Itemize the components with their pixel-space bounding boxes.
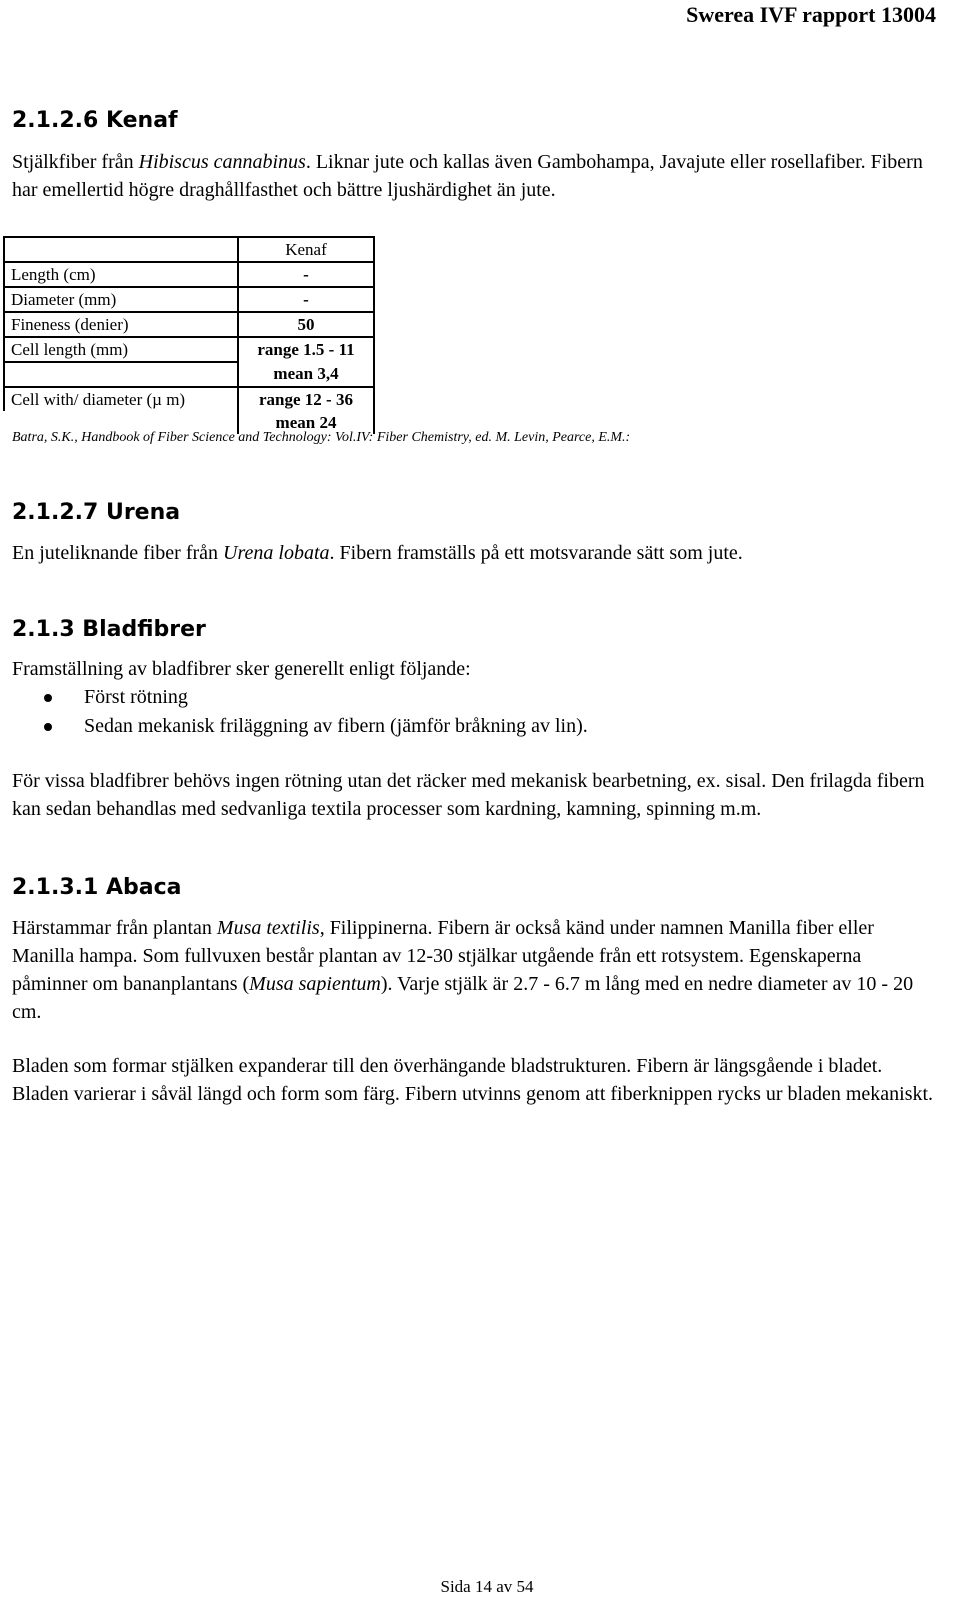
- bladfibrer-steps-list: [12, 683, 588, 741]
- table-row: [4, 262, 374, 287]
- heading-urena: 2.1.2.7 Urena: [12, 500, 181, 525]
- bladfibrer-intro: Framställning av bladfibrer sker generellt enligt följande:: [12, 658, 471, 680]
- urena-text-2: . Fibern framställs på ett motsvarande sätt som jute.: [329, 542, 743, 564]
- row-value: 50: [238, 312, 374, 337]
- kenaf-text-2: . Liknar jute och kallas även Gambohampa, Javajute eller rosellafiber. Fibern har emellertid högre draghållfasthet och bättre ljushärdighet än jute.: [12, 151, 923, 201]
- abaca-text-1: Härstammar från plantan: [12, 917, 217, 939]
- row-value-2: mean 3,4: [238, 362, 374, 387]
- abaca-paragraph-2: Bladen som formar stjälken expanderar till den överhängande bladstrukturen. Fibern är längsgående i bladet. Bladen varierar i såväl längd och form som färg. Fibern utvinns genom att fiberknippen rycks ur bladen mekaniskt.: [12, 1055, 934, 1105]
- list-item: [12, 712, 588, 741]
- list-item-text: Sedan mekanisk friläggning av fibern (jämför bråkning av lin).: [84, 715, 588, 737]
- kenaf-paragraph: [12, 148, 940, 204]
- row-value: range 12 - 36: [238, 387, 374, 411]
- row-label: Length (cm): [4, 262, 238, 287]
- row-label: Cell with/ diameter (µ m): [4, 387, 238, 411]
- row-value: -: [238, 287, 374, 312]
- abaca-species: Musa textilis: [216, 917, 320, 939]
- row-value-2: mean 24: [238, 411, 374, 434]
- list-item: [12, 683, 588, 712]
- urena-paragraph: [12, 539, 940, 567]
- abaca-text-2: , Filippinerna. Fibern är också känd under namnen Manilla fiber eller Manilla hampa. Som fullvuxen består plantan av 12-30 stjälkar utgående från ett rotsystem. Egenskaperna påminner om bananplantans (: [12, 917, 874, 995]
- abaca-paragraph-1: [12, 914, 940, 1026]
- table-col-header: Kenaf: [238, 237, 374, 262]
- abaca-banana-species: Musa sapientum: [249, 973, 381, 995]
- row-label-empty: [4, 362, 238, 387]
- row-value: range 1.5 - 11: [238, 337, 374, 362]
- kenaf-text-1: Stjälkfiber från: [12, 151, 139, 173]
- abaca-text-3: ). Varje stjälk är 2.7 - 6.7 m lång med en nedre diameter av 10 - 20 cm.: [12, 973, 914, 1023]
- heading-bladfibrer: 2.1.3 Bladfibrer: [12, 617, 206, 642]
- table-reference: Batra, S.K., Handbook of Fiber Science and Technology: Vol.IV: Fiber Chemistry, ed. M. Levin, Pearce, E.M.:: [12, 430, 631, 445]
- heading-abaca: 2.1.3.1 Abaca: [12, 875, 182, 900]
- bladfibrer-paragraph: För vissa bladfibrer behövs ingen rötning utan det räcker med mekanisk bearbetning, ex. sisal. Den frilagda fibern kan sedan behandlas med sedvanliga textila processer som kardning, kamning, spinning m.m.: [12, 770, 925, 820]
- heading-kenaf: 2.1.2.6 Kenaf: [12, 108, 178, 133]
- row-value: -: [238, 262, 374, 287]
- table-row: [4, 362, 374, 387]
- urena-species: Urena lobata: [223, 542, 330, 564]
- page-number: Sida 14 av 54: [440, 1577, 534, 1596]
- table-row: [4, 287, 374, 312]
- list-item-text: Först rötning: [84, 686, 188, 708]
- kenaf-species: Hibiscus cannabinus: [138, 151, 306, 173]
- table-row: [4, 387, 374, 411]
- table-header-row: [4, 237, 374, 262]
- row-label: Fineness (denier): [4, 312, 238, 337]
- bullet-icon: [44, 723, 52, 731]
- row-label: Diameter (mm): [4, 287, 238, 312]
- bullet-icon: [44, 694, 52, 702]
- table-row: [4, 312, 374, 337]
- report-header: Swerea IVF rapport 13004: [686, 2, 936, 27]
- table-row: [4, 337, 374, 362]
- urena-text-1: En juteliknande fiber från: [12, 542, 224, 564]
- table-corner: [4, 237, 238, 262]
- kenaf-properties-table: [3, 236, 375, 434]
- row-label: Cell length (mm): [4, 337, 238, 362]
